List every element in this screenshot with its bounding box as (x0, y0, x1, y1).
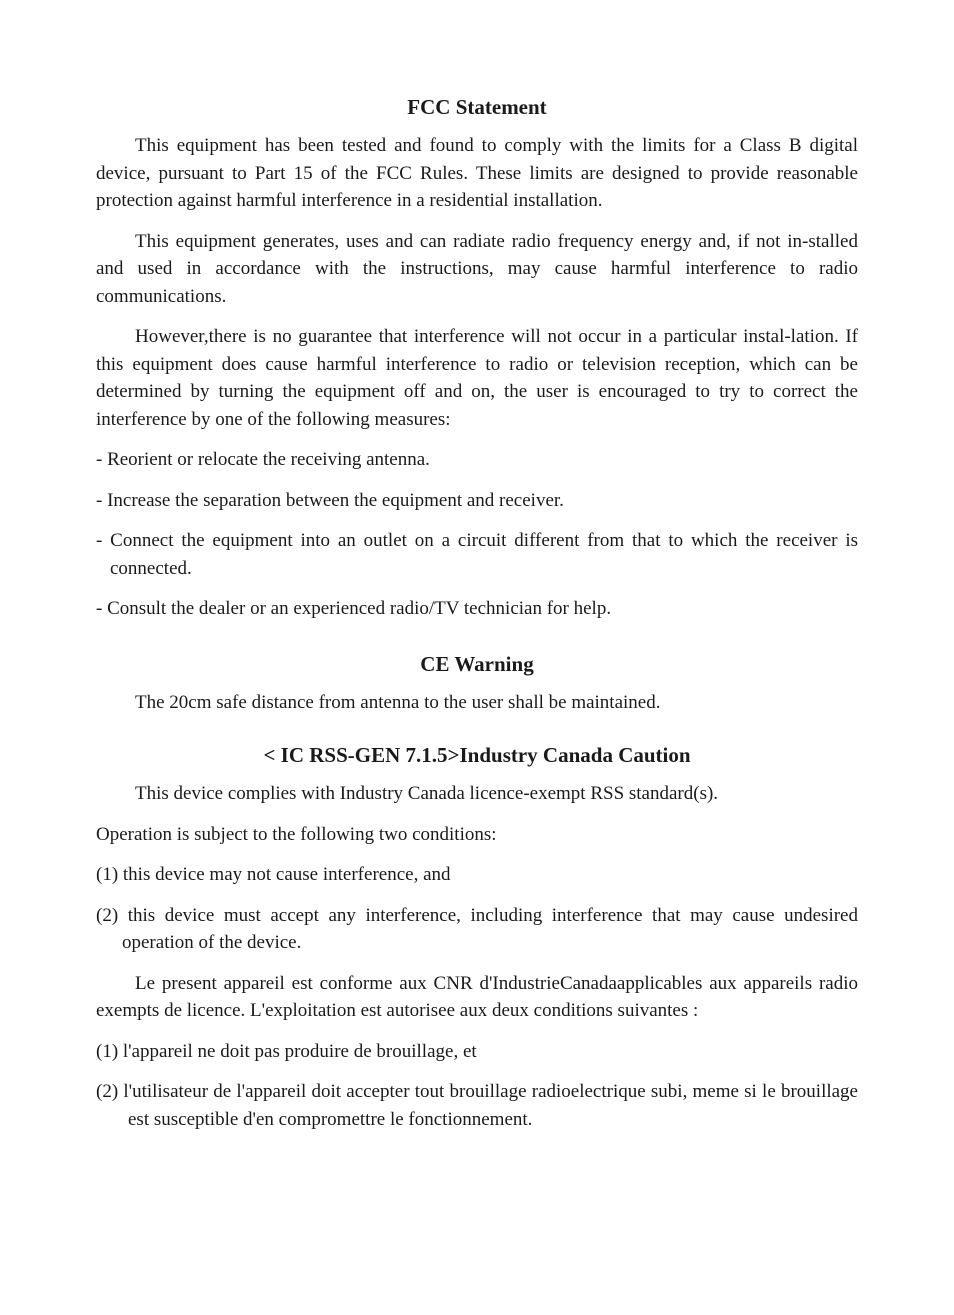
ic-condition-2: (2) this device must accept any interference, including interference that may cause undesired operation of the device. (96, 904, 858, 953)
ce-section (96, 649, 858, 717)
ic-french-intro: Le present appareil est conforme aux CNR d'IndustrieCanadaapplicables aux appareils radio exempts de licence. L'exploitation est autorisee aux deux conditions suivantes : (96, 972, 858, 1021)
ce-title: CE Warning (420, 651, 534, 676)
ic-conditions-intro: Operation is subject to the following two conditions: (96, 823, 497, 845)
fcc-measure-1: - Reorient or relocate the receiving antenna. (96, 449, 430, 470)
fcc-measure-2: - Increase the separation between the equipment and receiver. (96, 489, 564, 511)
ic-french-condition-1: (1) l'appareil ne doit pas produire de brouillage, et (96, 1040, 477, 1062)
fcc-measure-3: - Connect the equipment into an outlet on a circuit different from that to which the receiver is connected. (96, 530, 858, 579)
ic-french-condition-2: (2) l'utilisateur de l'appareil doit accepter tout brouillage radioelectrique subi, meme si le brouillage est susceptible d'en compromettre le fonctionnement. (96, 1081, 858, 1130)
ic-intro: This device complies with Industry Canada licence-exempt RSS standard(s). (135, 783, 719, 804)
fcc-paragraph-3: However,there is no guarantee that interference will not occur in a particular instal-lation. If this equipment does cause harmful interference to radio or television reception, which can be determined by turning the equipment off and on, the user is encouraged to try to correct the interference by one of the following measures: (96, 326, 858, 430)
ic-title: < IC RSS-GEN 7.1.5>Industry Canada Caution (263, 743, 691, 767)
fcc-title: FCC Statement (407, 95, 547, 119)
fcc-paragraph-1: This equipment has been tested and found to comply with the limits for a Class B digital device, pursuant to Part 15 of the FCC Rules. These limits are designed to provide reasonable protection against harmful interference in a residential installation. (96, 135, 858, 211)
fcc-paragraph-2: This equipment generates, uses and can radiate radio frequency energy and, if not in-stalled and used in accordance with the instructions, may cause harmful interference to radio communications. (96, 230, 858, 307)
ce-text: The 20cm safe distance from antenna to the user shall be maintained. (135, 691, 661, 713)
ic-condition-1: (1) this device may not cause interference, and (96, 864, 451, 885)
document-page (96, 92, 858, 1159)
fcc-section (96, 92, 858, 623)
fcc-measure-4: - Consult the dealer or an experienced radio/TV technician for help. (96, 598, 612, 619)
ic-section (96, 740, 858, 1133)
